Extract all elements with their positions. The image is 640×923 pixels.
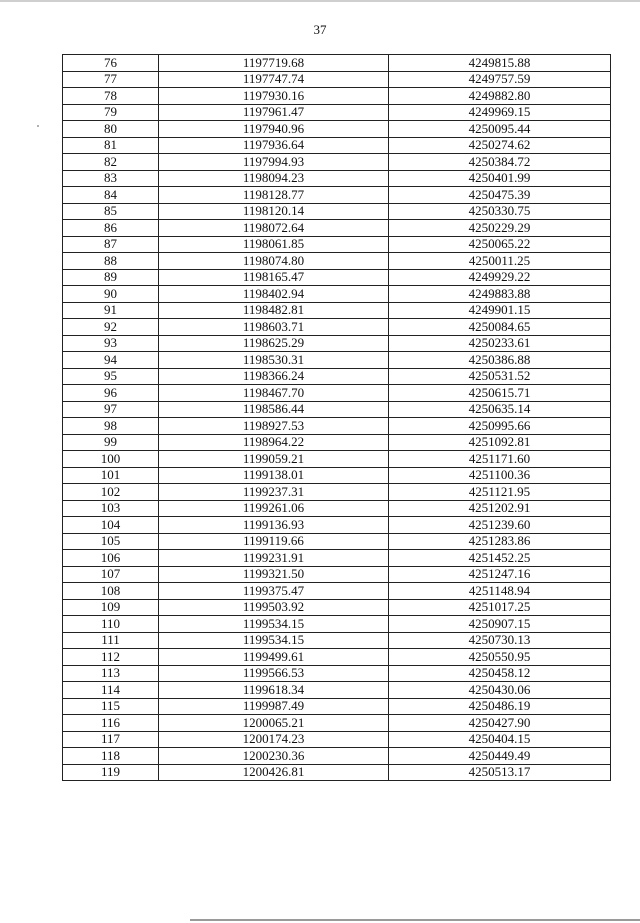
y-coordinate-cell: 4250330.75 — [389, 203, 611, 220]
table-row — [63, 517, 611, 534]
x-coordinate-cell: 1199534.15 — [159, 616, 389, 633]
point-number-cell: 109 — [63, 599, 159, 616]
y-coordinate-cell: 4250084.65 — [389, 319, 611, 336]
x-coordinate-cell: 1198530.31 — [159, 352, 389, 369]
table-row — [63, 715, 611, 732]
point-number-cell: 110 — [63, 616, 159, 633]
table-row — [63, 764, 611, 781]
point-number-cell: 113 — [63, 665, 159, 682]
x-coordinate-cell: 1199987.49 — [159, 698, 389, 715]
x-coordinate-cell: 1199321.50 — [159, 566, 389, 583]
point-number-cell: 115 — [63, 698, 159, 715]
x-coordinate-cell: 1198128.77 — [159, 187, 389, 204]
y-coordinate-cell: 4251247.16 — [389, 566, 611, 583]
point-number-cell: 93 — [63, 335, 159, 352]
table-row — [63, 335, 611, 352]
x-coordinate-cell: 1198482.81 — [159, 302, 389, 319]
table-row — [63, 583, 611, 600]
table-row — [63, 451, 611, 468]
table-row — [63, 599, 611, 616]
table-row — [63, 748, 611, 765]
table-row — [63, 187, 611, 204]
table-row — [63, 104, 611, 121]
x-coordinate-cell: 1198927.53 — [159, 418, 389, 435]
point-number-cell: 83 — [63, 170, 159, 187]
point-number-cell: 92 — [63, 319, 159, 336]
point-number-cell: 100 — [63, 451, 159, 468]
y-coordinate-cell: 4250384.72 — [389, 154, 611, 171]
table-row — [63, 665, 611, 682]
x-coordinate-cell: 1198964.22 — [159, 434, 389, 451]
x-coordinate-cell: 1198165.47 — [159, 269, 389, 286]
point-number-cell: 105 — [63, 533, 159, 550]
point-number-cell: 85 — [63, 203, 159, 220]
y-coordinate-cell: 4249882.80 — [389, 88, 611, 105]
x-coordinate-cell: 1197930.16 — [159, 88, 389, 105]
x-coordinate-cell: 1200230.36 — [159, 748, 389, 765]
table-row — [63, 418, 611, 435]
table-row — [63, 467, 611, 484]
point-number-cell: 78 — [63, 88, 159, 105]
y-coordinate-cell: 4250095.44 — [389, 121, 611, 138]
table-row — [63, 236, 611, 253]
table-row — [63, 269, 611, 286]
x-coordinate-cell: 1197940.96 — [159, 121, 389, 138]
x-coordinate-cell: 1197994.93 — [159, 154, 389, 171]
table-row — [63, 170, 611, 187]
point-number-cell: 117 — [63, 731, 159, 748]
table-row — [63, 385, 611, 402]
x-coordinate-cell: 1199138.01 — [159, 467, 389, 484]
point-number-cell: 114 — [63, 682, 159, 699]
point-number-cell: 81 — [63, 137, 159, 154]
x-coordinate-cell: 1198402.94 — [159, 286, 389, 303]
y-coordinate-cell: 4251202.91 — [389, 500, 611, 517]
y-coordinate-cell: 4250233.61 — [389, 335, 611, 352]
point-number-cell: 119 — [63, 764, 159, 781]
y-coordinate-cell: 4250513.17 — [389, 764, 611, 781]
point-number-cell: 77 — [63, 71, 159, 88]
table-row — [63, 698, 611, 715]
x-coordinate-cell: 1198603.71 — [159, 319, 389, 336]
y-coordinate-cell: 4250449.49 — [389, 748, 611, 765]
point-number-cell: 84 — [63, 187, 159, 204]
x-coordinate-cell: 1197719.68 — [159, 55, 389, 72]
y-coordinate-cell: 4251017.25 — [389, 599, 611, 616]
point-number-cell: 98 — [63, 418, 159, 435]
point-number-cell: 101 — [63, 467, 159, 484]
x-coordinate-cell: 1200426.81 — [159, 764, 389, 781]
point-number-cell: 103 — [63, 500, 159, 517]
table-row — [63, 154, 611, 171]
x-coordinate-cell: 1198366.24 — [159, 368, 389, 385]
x-coordinate-cell: 1198094.23 — [159, 170, 389, 187]
point-number-cell: 86 — [63, 220, 159, 237]
y-coordinate-cell: 4250011.25 — [389, 253, 611, 270]
y-coordinate-cell: 4250550.95 — [389, 649, 611, 666]
point-number-cell: 96 — [63, 385, 159, 402]
page-number: 37 — [313, 22, 327, 37]
x-coordinate-cell: 1197936.64 — [159, 137, 389, 154]
x-coordinate-cell: 1198625.29 — [159, 335, 389, 352]
y-coordinate-cell: 4250274.62 — [389, 137, 611, 154]
y-coordinate-cell: 4250427.90 — [389, 715, 611, 732]
table-row — [63, 731, 611, 748]
point-number-cell: 79 — [63, 104, 159, 121]
y-coordinate-cell: 4250615.71 — [389, 385, 611, 402]
x-coordinate-cell: 1197747.74 — [159, 71, 389, 88]
y-coordinate-cell: 4251092.81 — [389, 434, 611, 451]
table-row — [63, 352, 611, 369]
point-number-cell: 76 — [63, 55, 159, 72]
point-number-cell: 107 — [63, 566, 159, 583]
table-row — [63, 368, 611, 385]
x-coordinate-cell: 1199534.15 — [159, 632, 389, 649]
y-coordinate-cell: 4251283.86 — [389, 533, 611, 550]
y-coordinate-cell: 4251452.25 — [389, 550, 611, 567]
x-coordinate-cell: 1198586.44 — [159, 401, 389, 418]
point-number-cell: 108 — [63, 583, 159, 600]
x-coordinate-cell: 1199375.47 — [159, 583, 389, 600]
y-coordinate-cell: 4251148.94 — [389, 583, 611, 600]
point-number-cell: 80 — [63, 121, 159, 138]
table-row — [63, 302, 611, 319]
y-coordinate-cell: 4249969.15 — [389, 104, 611, 121]
y-coordinate-cell: 4250475.39 — [389, 187, 611, 204]
scan-speck — [37, 125, 39, 127]
x-coordinate-cell: 1199059.21 — [159, 451, 389, 468]
x-coordinate-cell: 1198467.70 — [159, 385, 389, 402]
point-number-cell: 95 — [63, 368, 159, 385]
y-coordinate-cell: 4250065.22 — [389, 236, 611, 253]
table-row — [63, 121, 611, 138]
x-coordinate-cell: 1199499.61 — [159, 649, 389, 666]
y-coordinate-cell: 4249757.59 — [389, 71, 611, 88]
y-coordinate-cell: 4249929.22 — [389, 269, 611, 286]
point-number-cell: 111 — [63, 632, 159, 649]
y-coordinate-cell: 4250635.14 — [389, 401, 611, 418]
table-row — [63, 566, 611, 583]
point-number-cell: 97 — [63, 401, 159, 418]
table-row — [63, 434, 611, 451]
table-row — [63, 319, 611, 336]
coordinates-table — [62, 54, 611, 781]
y-coordinate-cell: 4250486.19 — [389, 698, 611, 715]
x-coordinate-cell: 1200174.23 — [159, 731, 389, 748]
point-number-cell: 116 — [63, 715, 159, 732]
y-coordinate-cell: 4250730.13 — [389, 632, 611, 649]
y-coordinate-cell: 4250995.66 — [389, 418, 611, 435]
y-coordinate-cell: 4250430.06 — [389, 682, 611, 699]
y-coordinate-cell: 4250907.15 — [389, 616, 611, 633]
point-number-cell: 112 — [63, 649, 159, 666]
y-coordinate-cell: 4250386.88 — [389, 352, 611, 369]
y-coordinate-cell: 4250401.99 — [389, 170, 611, 187]
y-coordinate-cell: 4250531.52 — [389, 368, 611, 385]
x-coordinate-cell: 1200065.21 — [159, 715, 389, 732]
table-row — [63, 616, 611, 633]
y-coordinate-cell: 4251121.95 — [389, 484, 611, 501]
table-row — [63, 500, 611, 517]
x-coordinate-cell: 1199231.91 — [159, 550, 389, 567]
table-row — [63, 88, 611, 105]
table-row — [63, 550, 611, 567]
scan-edge-top — [0, 0, 640, 2]
point-number-cell: 82 — [63, 154, 159, 171]
y-coordinate-cell: 4251239.60 — [389, 517, 611, 534]
y-coordinate-cell: 4249901.15 — [389, 302, 611, 319]
point-number-cell: 106 — [63, 550, 159, 567]
y-coordinate-cell: 4250458.12 — [389, 665, 611, 682]
table-row — [63, 632, 611, 649]
point-number-cell: 94 — [63, 352, 159, 369]
y-coordinate-cell: 4251100.36 — [389, 467, 611, 484]
point-number-cell: 102 — [63, 484, 159, 501]
table-row — [63, 484, 611, 501]
point-number-cell: 118 — [63, 748, 159, 765]
table-row — [63, 649, 611, 666]
y-coordinate-cell: 4250404.15 — [389, 731, 611, 748]
x-coordinate-cell: 1199119.66 — [159, 533, 389, 550]
scan-edge-bottom — [190, 919, 640, 921]
x-coordinate-cell: 1197961.47 — [159, 104, 389, 121]
table-row — [63, 220, 611, 237]
table-row — [63, 533, 611, 550]
x-coordinate-cell: 1198072.64 — [159, 220, 389, 237]
table-row — [63, 203, 611, 220]
point-number-cell: 88 — [63, 253, 159, 270]
x-coordinate-cell: 1199136.93 — [159, 517, 389, 534]
point-number-cell: 99 — [63, 434, 159, 451]
point-number-cell: 89 — [63, 269, 159, 286]
y-coordinate-cell: 4249883.88 — [389, 286, 611, 303]
point-number-cell: 104 — [63, 517, 159, 534]
y-coordinate-cell: 4250229.29 — [389, 220, 611, 237]
x-coordinate-cell: 1198074.80 — [159, 253, 389, 270]
table-row — [63, 137, 611, 154]
x-coordinate-cell: 1199237.31 — [159, 484, 389, 501]
x-coordinate-cell: 1199566.53 — [159, 665, 389, 682]
coordinates-table-body — [63, 55, 611, 781]
table-row — [63, 71, 611, 88]
x-coordinate-cell: 1198120.14 — [159, 203, 389, 220]
x-coordinate-cell: 1199618.34 — [159, 682, 389, 699]
table-row — [63, 682, 611, 699]
table-row — [63, 401, 611, 418]
y-coordinate-cell: 4249815.88 — [389, 55, 611, 72]
table-row — [63, 253, 611, 270]
x-coordinate-cell: 1199261.06 — [159, 500, 389, 517]
point-number-cell: 87 — [63, 236, 159, 253]
y-coordinate-cell: 4251171.60 — [389, 451, 611, 468]
table-row — [63, 286, 611, 303]
point-number-cell: 90 — [63, 286, 159, 303]
point-number-cell: 91 — [63, 302, 159, 319]
x-coordinate-cell: 1198061.85 — [159, 236, 389, 253]
x-coordinate-cell: 1199503.92 — [159, 599, 389, 616]
table-row — [63, 55, 611, 72]
